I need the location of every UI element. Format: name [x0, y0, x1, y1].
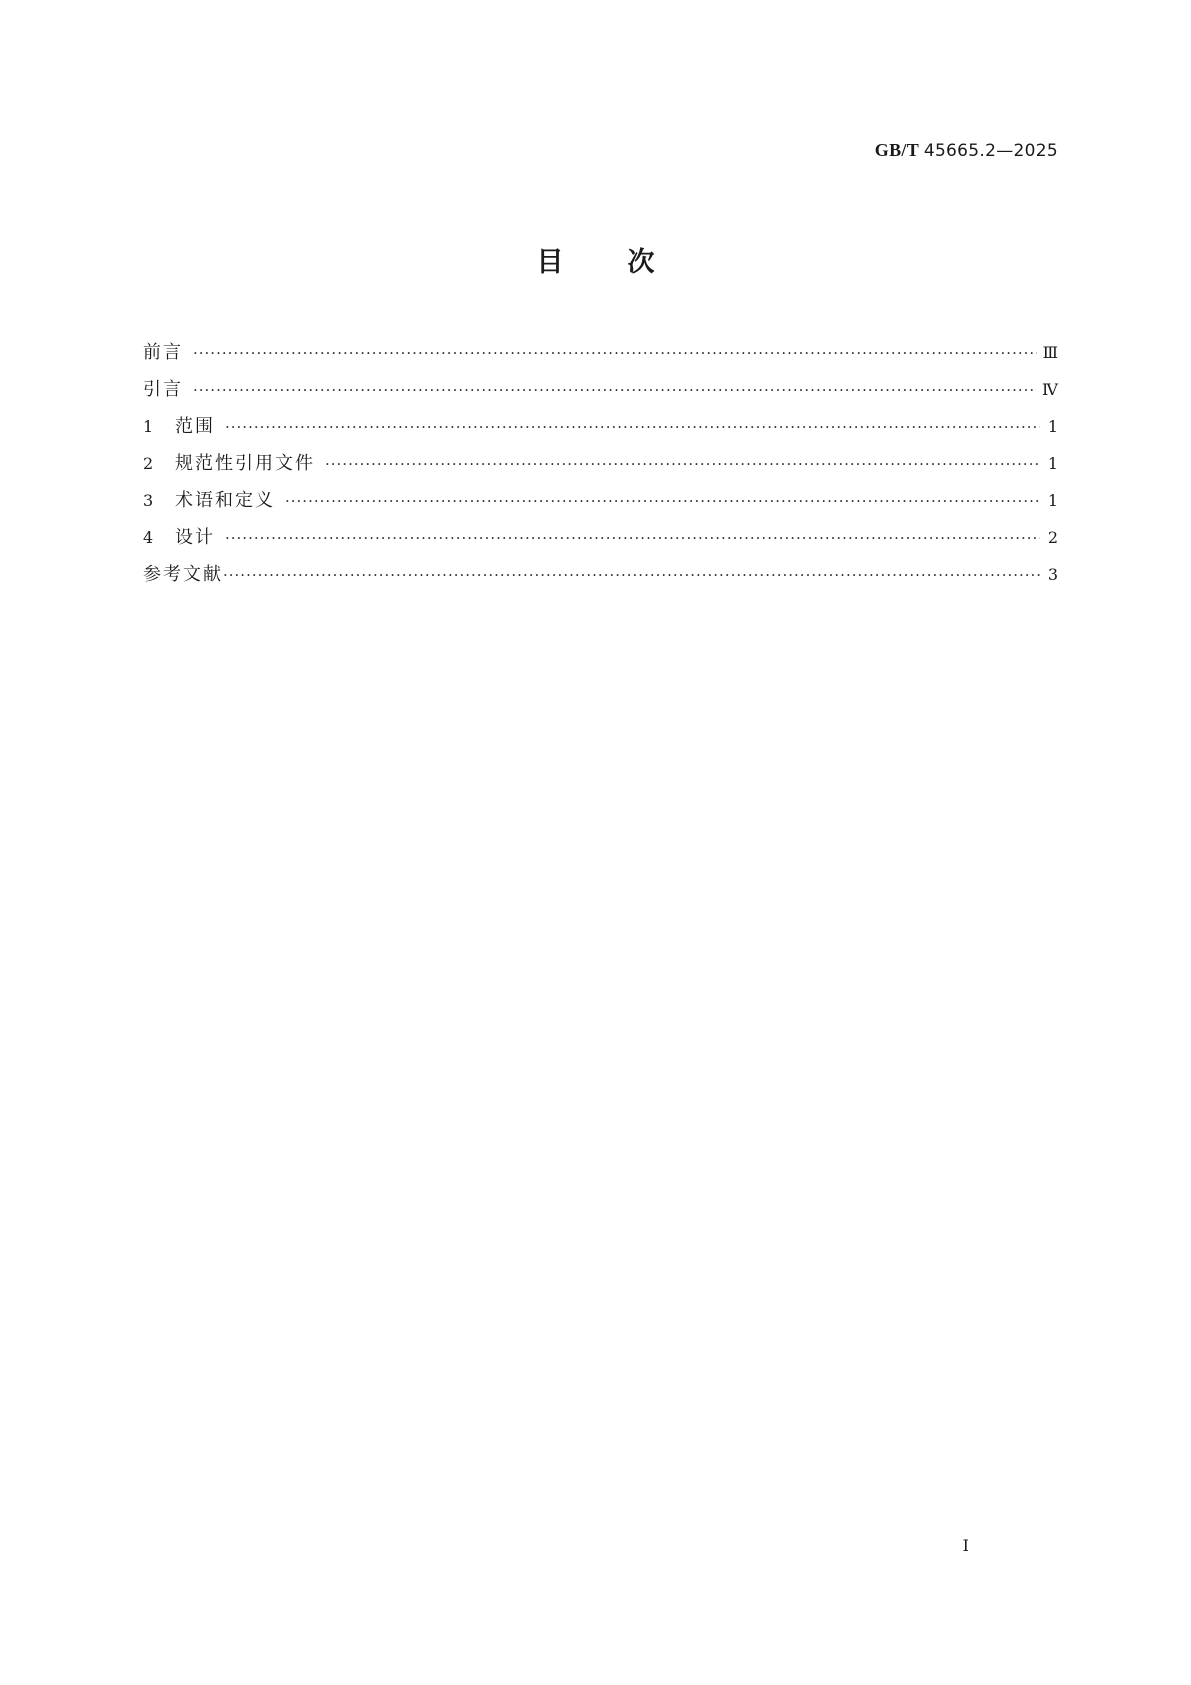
toc-item-page: Ⅲ [1042, 343, 1058, 362]
toc-leader-dots [225, 529, 1040, 547]
toc-item-introduction[interactable] [143, 375, 1058, 412]
table-of-contents [143, 338, 1058, 597]
toc-item-page: 2 [1047, 528, 1058, 547]
toc-leader-dots [225, 418, 1040, 436]
toc-item-label: 规范性引用文件 [175, 453, 315, 474]
toc-leader-dots [193, 344, 1037, 362]
toc-item-number: 4 [143, 528, 154, 547]
toc-item-number: 1 [143, 417, 154, 436]
toc-item-label: 参考文献 [143, 564, 223, 585]
standard-code: GB/T [874, 140, 920, 160]
toc-leader-dots [193, 381, 1036, 399]
toc-item-page: 1 [1047, 454, 1058, 473]
standard-number [875, 140, 1058, 161]
toc-item-bibliography[interactable] [143, 560, 1058, 597]
toc-item-label: 范围 [175, 416, 215, 437]
toc-item-number: 2 [143, 454, 154, 473]
toc-item-page: 3 [1047, 565, 1058, 584]
toc-item-scope[interactable] [143, 412, 1058, 449]
toc-item-label: 术语和定义 [175, 490, 275, 511]
toc-leader-dots [223, 566, 1040, 584]
toc-item-page: Ⅳ [1042, 380, 1058, 399]
toc-leader-dots [285, 492, 1040, 510]
toc-item-number: 3 [143, 491, 154, 510]
toc-item-label: 设计 [175, 527, 215, 548]
toc-item-design[interactable] [143, 523, 1058, 560]
toc-leader-dots [325, 455, 1040, 473]
toc-item-foreword[interactable] [143, 338, 1058, 375]
page-title: 目次 [536, 247, 719, 278]
toc-item-normative-references[interactable] [143, 449, 1058, 486]
toc-item-label: 引言 [143, 379, 183, 400]
toc-item-label: 前言 [143, 342, 183, 363]
toc-item-page: 1 [1047, 417, 1058, 436]
page-number: Ⅰ [962, 1536, 969, 1555]
toc-item-terms-and-definitions[interactable] [143, 486, 1058, 523]
standard-number-value: 45665.2—2025 [923, 141, 1058, 161]
toc-item-page: 1 [1047, 491, 1058, 510]
